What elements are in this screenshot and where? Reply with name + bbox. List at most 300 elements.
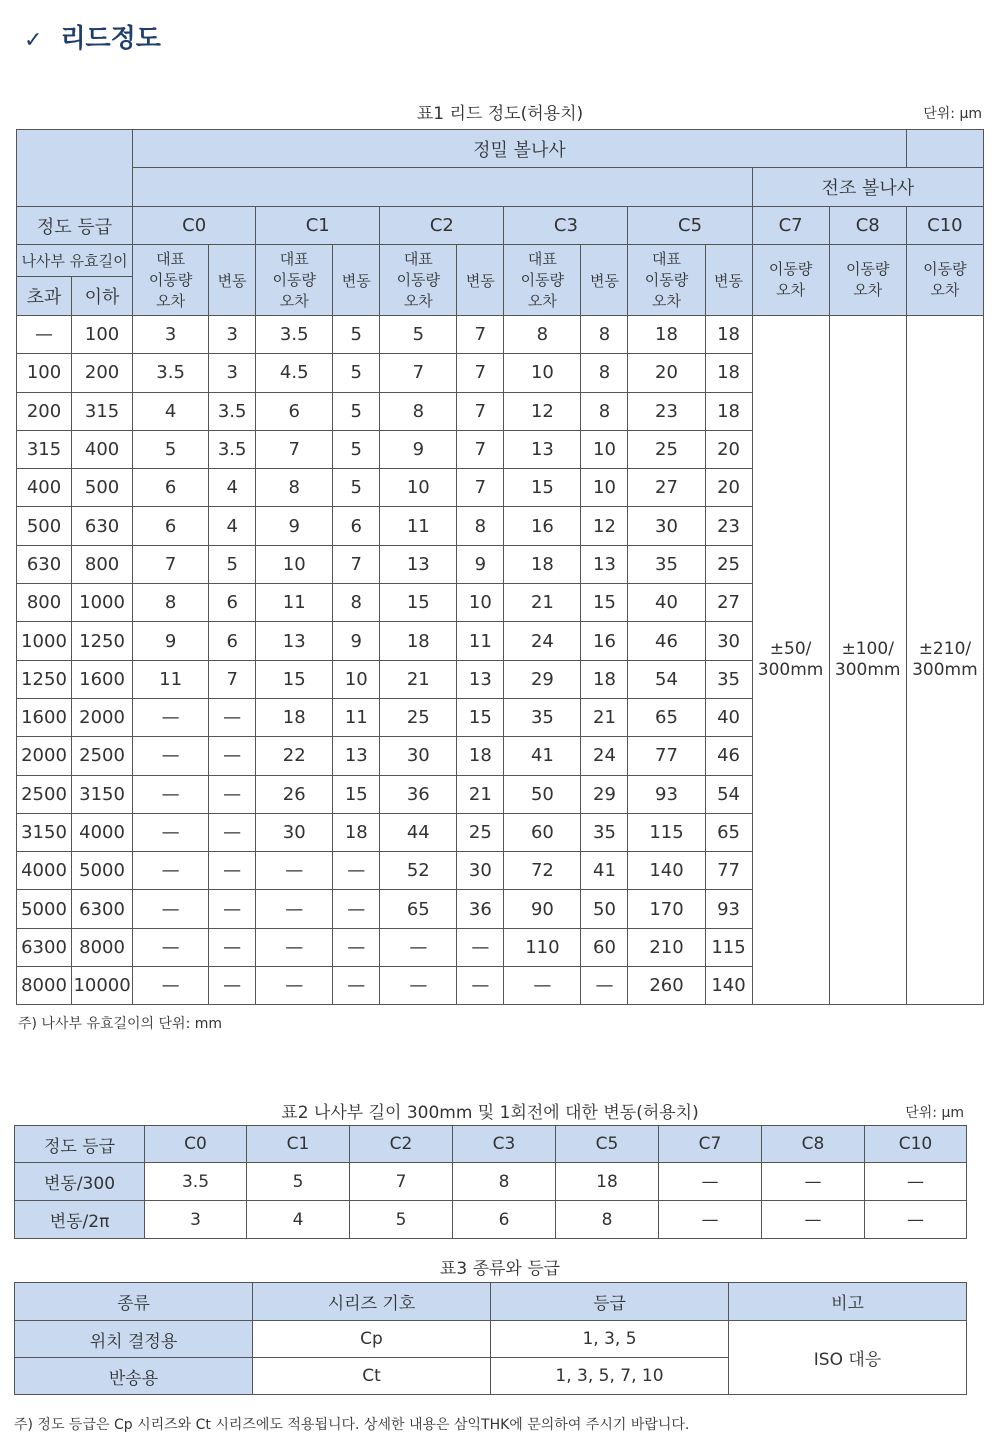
cell-line: 이동량 [272, 270, 316, 289]
table-cell: 65 [380, 890, 457, 928]
table3-caption: 표3 종류와 등급 [439, 1259, 561, 1279]
table-cell: 5000 [17, 890, 72, 928]
table-cell: 25 [628, 430, 705, 468]
cell-line: 대표 [156, 249, 186, 268]
row-label: 반송용 [15, 1358, 253, 1395]
table-cell: 18 [705, 354, 752, 392]
cell-line: 이동량 [644, 270, 689, 289]
table-cell: 315 [17, 430, 72, 468]
table-cell: 52 [380, 852, 457, 890]
cell-line: 300mm [834, 660, 901, 681]
cell-line: 이동량 [148, 270, 193, 289]
table-cell: — [133, 928, 209, 966]
table-cell: — [581, 967, 628, 1005]
header-row [15, 1283, 967, 1321]
table-cell: 1250 [17, 660, 72, 698]
table-cell: — [256, 852, 333, 890]
table-cell: 3 [133, 316, 209, 354]
cell-line: 오차 [853, 281, 883, 299]
table-cell: 35 [504, 698, 581, 736]
table-cell: — [209, 967, 256, 1005]
table-cell: 60 [504, 813, 581, 851]
table-cell: 13 [256, 622, 333, 660]
variation-header: 변동 [333, 245, 380, 316]
table2-unit: 단위: μm [905, 1105, 964, 1121]
table-cell: 100 [17, 354, 72, 392]
table-cell: 8 [457, 507, 504, 545]
table-cell: 3.5 [209, 392, 256, 430]
table-cell: 8 [581, 316, 628, 354]
table-cell: 260 [628, 967, 705, 1005]
table-cell: 6 [133, 507, 209, 545]
table-cell: 21 [581, 698, 628, 736]
table-cell: — [133, 698, 209, 736]
table-cell: 2000 [17, 737, 72, 775]
table-cell: 10 [380, 469, 457, 507]
table-cell: 11 [133, 660, 209, 698]
cell-line: 300mm [757, 660, 824, 681]
table-cell: 9 [457, 545, 504, 583]
cell-line: 오차 [930, 281, 960, 299]
table-cell: 20 [705, 469, 752, 507]
table-cell: 210 [628, 928, 705, 966]
cell-line: 이동량 [845, 260, 890, 278]
table-cell: 18 [256, 698, 333, 736]
table-cell: 15 [504, 469, 581, 507]
table-row [15, 1201, 967, 1239]
table-cell: 140 [705, 967, 752, 1005]
table-cell: 110 [504, 928, 581, 966]
table-cell: 170 [628, 890, 705, 928]
table-cell: — [209, 813, 256, 851]
row-label: 변동/300 [15, 1163, 145, 1201]
table-cell: 8000 [17, 967, 72, 1005]
over-label: 초과 [17, 277, 72, 316]
table-cell: 77 [705, 852, 752, 890]
cell-line: ±100/ [841, 639, 894, 660]
table3-note: 주) 정도 등급은 Cp 시리즈와 Ct 시리즈에도 적용됩니다. 상세한 내용은 삼익THK에 문의하여 주시기 바랍니다. [14, 1417, 690, 1433]
table-cell: 23 [628, 392, 705, 430]
header-cell: C1 [247, 1126, 350, 1163]
table-cell: 6 [333, 507, 380, 545]
table-cell: 3150 [17, 813, 72, 851]
table-cell: — [209, 775, 256, 813]
table-cell: 8 [581, 354, 628, 392]
cell-line: 오차 [156, 291, 186, 310]
table-cell: 35 [705, 660, 752, 698]
table-cell: 9 [380, 430, 457, 468]
table-cell: 40 [628, 584, 705, 622]
table-cell: 26 [256, 775, 333, 813]
table-cell: 41 [504, 737, 581, 775]
table-cell: 18 [556, 1163, 659, 1201]
table-cell: 3.5 [209, 430, 256, 468]
page-title: 리드정도 [60, 24, 161, 54]
table-cell: 4000 [72, 813, 133, 851]
table-cell: 10 [504, 354, 581, 392]
table-cell: 7 [333, 545, 380, 583]
table-cell: 10000 [72, 967, 133, 1005]
table-cell: 40 [705, 698, 752, 736]
table-cell: — [380, 967, 457, 1005]
table-cell: 21 [504, 584, 581, 622]
table-cell: 140 [628, 852, 705, 890]
table-cell: 16 [504, 507, 581, 545]
table-cell: 23 [705, 507, 752, 545]
table-cell: 115 [628, 813, 705, 851]
header-cell: C2 [350, 1126, 453, 1163]
header-row [15, 1126, 967, 1163]
table-cell: 4 [247, 1201, 350, 1239]
table-cell: 77 [628, 737, 705, 775]
table-cell: Ct [253, 1358, 491, 1395]
table-cell: 7 [457, 392, 504, 430]
remark-cell: ISO 대응 [729, 1321, 967, 1395]
table-cell: 16 [581, 622, 628, 660]
header-cell: 종류 [15, 1283, 253, 1321]
table-cell: — [256, 928, 333, 966]
table-cell: 4 [133, 392, 209, 430]
table-cell: 10 [581, 469, 628, 507]
table-cell: — [659, 1201, 762, 1239]
table-cell: 5 [247, 1163, 350, 1201]
grade-header-c1: C1 [256, 207, 380, 245]
table-cell: 630 [72, 507, 133, 545]
cell-line: 오차 [652, 291, 681, 310]
travel-error-header [752, 245, 829, 316]
table1-unit: 단위: μm [923, 106, 982, 122]
table-cell: 5 [333, 469, 380, 507]
table-cell: 7 [457, 354, 504, 392]
table-cell: 3.5 [256, 316, 333, 354]
table-cell: Cp [253, 1321, 491, 1358]
table-cell: — [209, 928, 256, 966]
table-cell: 93 [628, 775, 705, 813]
table-cell: — [504, 967, 581, 1005]
table-cell: 6 [256, 392, 333, 430]
variation-header: 변동 [705, 245, 752, 316]
table-cell: 5 [380, 316, 457, 354]
table-cell: 36 [380, 775, 457, 813]
cell-line: 대표 [652, 249, 681, 268]
table-cell: 5 [333, 392, 380, 430]
table-cell: — [659, 1163, 762, 1201]
grade-header-c0: C0 [133, 207, 256, 245]
table-cell: 10 [457, 584, 504, 622]
table-cell: 5 [350, 1201, 453, 1239]
table-cell: 500 [17, 507, 72, 545]
header-cell: C3 [453, 1126, 556, 1163]
table-cell: 400 [17, 469, 72, 507]
table-cell: 46 [705, 737, 752, 775]
cell-line: ±50/ [769, 639, 812, 660]
cell-line: 300mm [912, 660, 978, 681]
under-label: 이하 [72, 277, 133, 316]
table-cell: 6300 [72, 890, 133, 928]
table-cell: 800 [17, 584, 72, 622]
table-cell: 5 [133, 430, 209, 468]
table-cell: 18 [504, 545, 581, 583]
table-cell: 13 [457, 660, 504, 698]
table-cell: 18 [628, 316, 705, 354]
table-cell: 27 [705, 584, 752, 622]
grade-header-c8: C8 [829, 207, 906, 245]
table-cell: 3150 [72, 775, 133, 813]
header-cell: 시리즈 기호 [253, 1283, 491, 1321]
travel-error-header [829, 245, 906, 316]
type-grade-table [14, 1282, 967, 1395]
table-cell: — [209, 852, 256, 890]
table-cell: 1600 [17, 698, 72, 736]
grade-header-c7: C7 [752, 207, 829, 245]
table-cell: 36 [457, 890, 504, 928]
table-cell: 9 [333, 622, 380, 660]
table-cell: — [256, 890, 333, 928]
table-cell: 46 [628, 622, 705, 660]
table-cell: 10 [581, 430, 628, 468]
table-cell: 5 [333, 430, 380, 468]
table-cell: 2000 [72, 698, 133, 736]
table-cell: 30 [256, 813, 333, 851]
table-cell: 27 [628, 469, 705, 507]
table-cell: 8 [380, 392, 457, 430]
table-cell: 13 [581, 545, 628, 583]
blank-header-cell [906, 130, 983, 168]
lead-accuracy-table [16, 129, 984, 1005]
header-cell: C7 [659, 1126, 762, 1163]
table-cell: 7 [457, 469, 504, 507]
table-cell: 800 [72, 545, 133, 583]
table-cell: 5 [333, 316, 380, 354]
table-cell: 7 [380, 354, 457, 392]
table-cell: 6300 [17, 928, 72, 966]
table-cell: 9 [133, 622, 209, 660]
grade-header-c3: C3 [504, 207, 628, 245]
table-cell: — [133, 813, 209, 851]
table-cell: 13 [333, 737, 380, 775]
table-cell: 12 [504, 392, 581, 430]
table-cell: 5 [333, 354, 380, 392]
rolled-value-c8 [829, 316, 906, 1005]
table-cell: 54 [705, 775, 752, 813]
table-cell: 18 [705, 316, 752, 354]
header-cell: C5 [556, 1126, 659, 1163]
cell-line: 오차 [403, 291, 433, 310]
table-cell: 7 [209, 660, 256, 698]
table-cell: 4000 [17, 852, 72, 890]
table-cell: — [457, 928, 504, 966]
header-cell: 정도 등급 [15, 1126, 145, 1163]
table-cell: 30 [380, 737, 457, 775]
table-cell: 20 [628, 354, 705, 392]
table-cell: 1, 3, 5, 7, 10 [491, 1358, 729, 1395]
table-cell: 15 [457, 698, 504, 736]
table-cell: 7 [457, 316, 504, 354]
rolled-value-c7 [752, 316, 829, 1005]
table-cell: 6 [453, 1201, 556, 1239]
grade-header-c5: C5 [628, 207, 752, 245]
table-cell: — [762, 1201, 865, 1239]
blank-subheader-cell [133, 168, 752, 207]
cell-line: 이동량 [923, 260, 967, 278]
table-cell: 8000 [72, 928, 133, 966]
table-cell: 3.5 [133, 354, 209, 392]
table-cell: — [762, 1163, 865, 1201]
rep-travel-error-header [256, 245, 333, 316]
table-cell: 10 [256, 545, 333, 583]
table-cell: 4 [209, 507, 256, 545]
row-label: 위치 결정용 [15, 1321, 253, 1358]
table-cell: — [209, 890, 256, 928]
variation-header: 변동 [457, 245, 504, 316]
table-cell: 21 [457, 775, 504, 813]
table-cell: 12 [581, 507, 628, 545]
table-cell: 30 [705, 622, 752, 660]
table-cell: 5 [209, 545, 256, 583]
table-row [15, 1321, 967, 1358]
table-cell: 90 [504, 890, 581, 928]
table-cell: 29 [504, 660, 581, 698]
table-cell: 72 [504, 852, 581, 890]
table-cell: 35 [581, 813, 628, 851]
table-cell: 11 [333, 698, 380, 736]
table-cell: 50 [581, 890, 628, 928]
rep-travel-error-header [628, 245, 705, 316]
table-cell: 7 [256, 430, 333, 468]
table-cell: 20 [705, 430, 752, 468]
table-cell: 60 [581, 928, 628, 966]
table2-caption: 표2 나사부 길이 300mm 및 1회전에 대한 변동(허용치) [281, 1103, 699, 1123]
table-cell: 93 [705, 890, 752, 928]
header-cell: C10 [865, 1126, 967, 1163]
travel-error-header [906, 245, 983, 316]
table-cell: 65 [705, 813, 752, 851]
table-cell: 200 [17, 392, 72, 430]
table-cell: — [333, 928, 380, 966]
table-cell: — [865, 1163, 967, 1201]
cell-line: 이동량 [768, 260, 813, 278]
table-cell: 54 [628, 660, 705, 698]
table-cell: 8 [581, 392, 628, 430]
table-row [17, 316, 984, 354]
table-cell: 100 [72, 316, 133, 354]
cell-line: 이동량 [396, 270, 441, 289]
table-cell: 4 [209, 469, 256, 507]
table-cell: — [133, 967, 209, 1005]
table-cell: 1000 [72, 584, 133, 622]
table-cell: 115 [705, 928, 752, 966]
cell-line: 오차 [776, 281, 806, 299]
rolled-value-c10 [906, 316, 983, 1005]
table-cell: — [133, 737, 209, 775]
table-cell: 1250 [72, 622, 133, 660]
table-cell: — [133, 775, 209, 813]
table-cell: — [209, 698, 256, 736]
grade-header-c2: C2 [380, 207, 504, 245]
variation-header: 변동 [581, 245, 628, 316]
table1-caption: 표1 리드 정도(허용치) [416, 104, 584, 124]
table-cell: — [865, 1201, 967, 1239]
header-cell: 비고 [729, 1283, 967, 1321]
header-cell: C0 [145, 1126, 247, 1163]
table-cell: 5000 [72, 852, 133, 890]
rep-travel-error-header [504, 245, 581, 316]
table-cell: — [17, 316, 72, 354]
table-cell: 35 [628, 545, 705, 583]
table-cell: 7 [457, 430, 504, 468]
table-cell: 15 [380, 584, 457, 622]
table-cell: 44 [380, 813, 457, 851]
table-cell: 630 [17, 545, 72, 583]
header-cell: C8 [762, 1126, 865, 1163]
table-cell: 18 [705, 392, 752, 430]
table-cell: 3 [209, 316, 256, 354]
corner-cell [17, 130, 133, 207]
table-cell: 15 [333, 775, 380, 813]
row-label: 변동/2π [15, 1201, 145, 1239]
table-cell: 25 [705, 545, 752, 583]
rolled-group-header: 전조 볼나사 [752, 168, 983, 207]
table-cell: 22 [256, 737, 333, 775]
table-cell: 4.5 [256, 354, 333, 392]
table-cell: 8 [133, 584, 209, 622]
table-cell: 8 [504, 316, 581, 354]
page-heading [24, 18, 161, 55]
table-cell: 2500 [17, 775, 72, 813]
cell-line: 대표 [279, 249, 309, 268]
rep-travel-error-header [380, 245, 457, 316]
table-cell: — [133, 890, 209, 928]
table-cell: 18 [333, 813, 380, 851]
table-cell: 11 [380, 507, 457, 545]
cell-line: 오차 [527, 291, 557, 310]
table-cell: 7 [350, 1163, 453, 1201]
table-cell: 13 [504, 430, 581, 468]
table-cell: 6 [209, 622, 256, 660]
table-cell: 18 [380, 622, 457, 660]
variation-table [14, 1125, 967, 1239]
table-cell: 6 [133, 469, 209, 507]
table-cell: 30 [628, 507, 705, 545]
header-cell: 등급 [491, 1283, 729, 1321]
table-cell: 400 [72, 430, 133, 468]
table-cell: 8 [256, 469, 333, 507]
table-cell: 41 [581, 852, 628, 890]
table-cell: 15 [581, 584, 628, 622]
length-label: 나사부 유효길이 [17, 245, 133, 277]
table-cell: 3 [145, 1201, 247, 1239]
table-cell: 65 [628, 698, 705, 736]
table-cell: 25 [380, 698, 457, 736]
variation-header: 변동 [209, 245, 256, 316]
table-cell: 50 [504, 775, 581, 813]
cell-line: 이동량 [520, 270, 565, 289]
table-cell: 24 [581, 737, 628, 775]
table-cell: 3.5 [145, 1163, 247, 1201]
table-cell: 9 [256, 507, 333, 545]
table-cell: — [333, 967, 380, 1005]
table-cell: 24 [504, 622, 581, 660]
table-cell: 200 [72, 354, 133, 392]
table-cell: 8 [453, 1163, 556, 1201]
table-cell: 15 [256, 660, 333, 698]
table-cell: — [380, 928, 457, 966]
table-cell: — [209, 737, 256, 775]
grade-label: 정도 등급 [17, 207, 133, 245]
cell-line: 대표 [527, 249, 557, 268]
table-cell: 18 [457, 737, 504, 775]
table-cell: 8 [333, 584, 380, 622]
